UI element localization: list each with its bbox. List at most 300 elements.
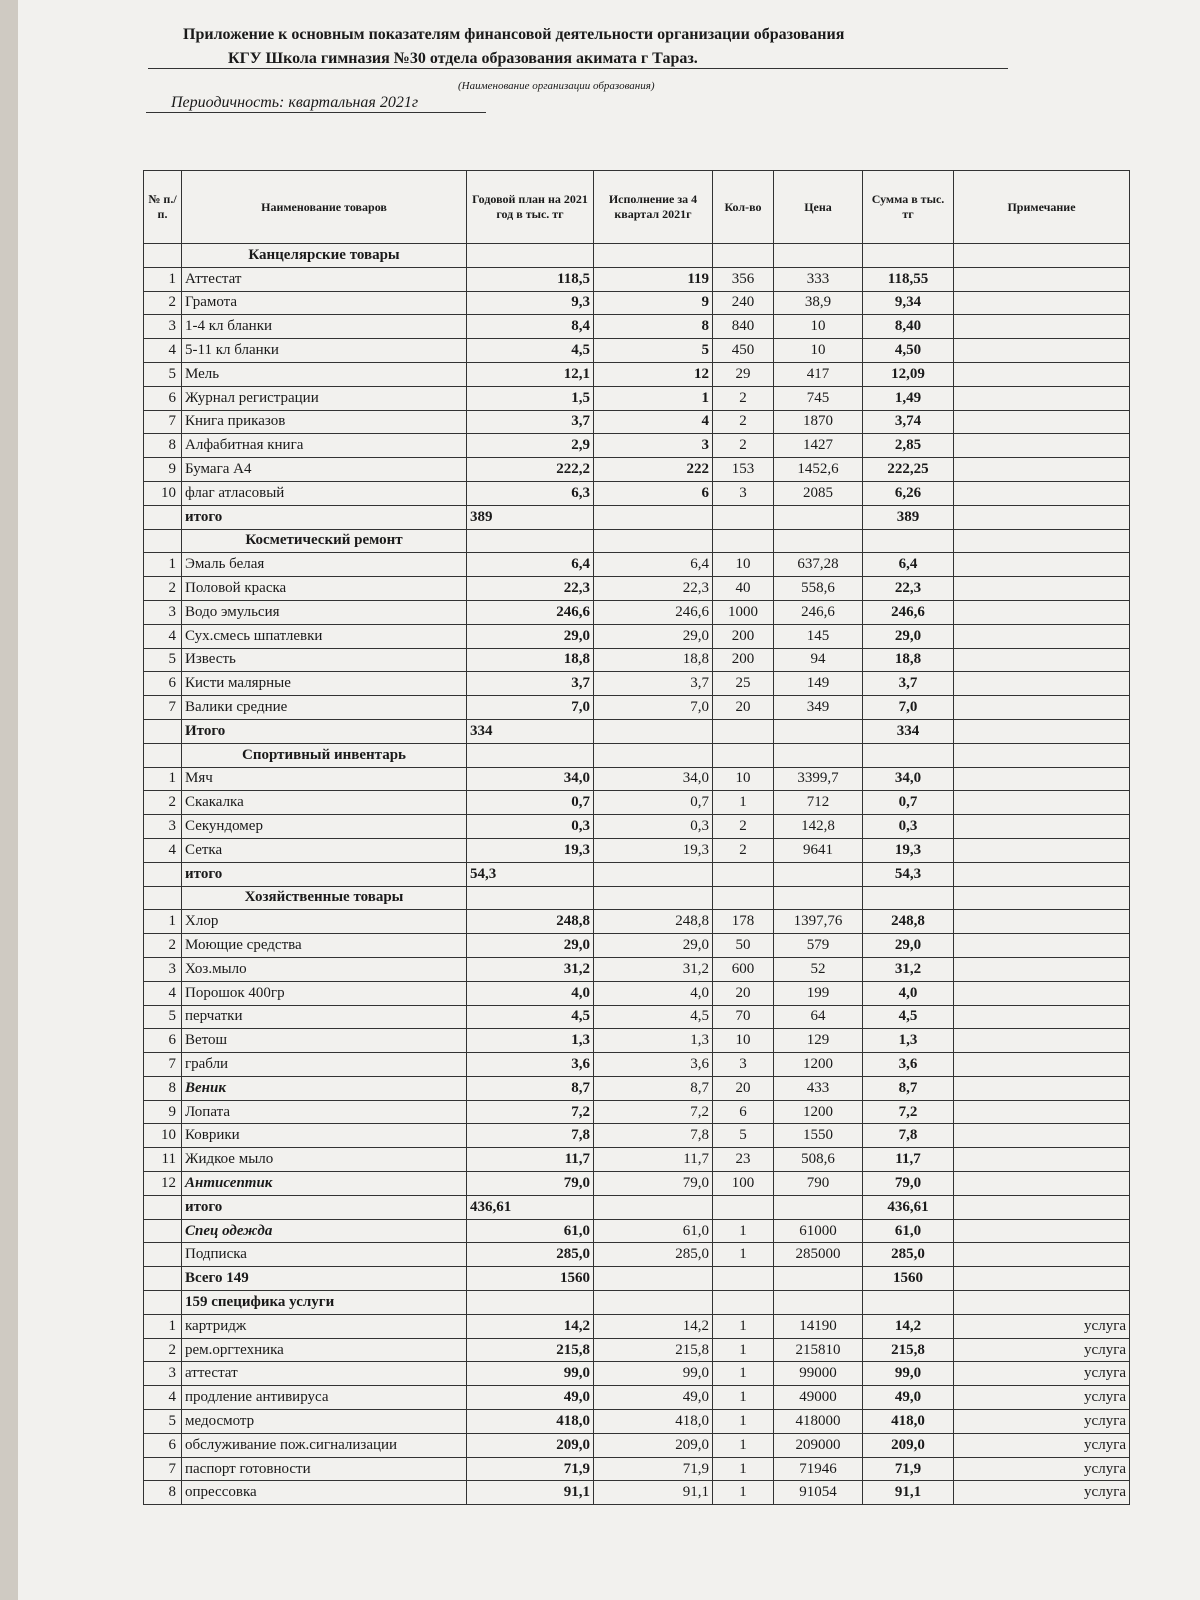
sum-value: 9,34: [863, 291, 954, 315]
exec-value: [594, 1267, 713, 1291]
exec-value: 34,0: [594, 767, 713, 791]
item-name: Лопата: [182, 1100, 467, 1124]
item-name: Подписка: [182, 1243, 467, 1267]
price-value: [774, 1267, 863, 1291]
total-plan: 389: [467, 505, 594, 529]
item-name: Антисептик: [182, 1172, 467, 1196]
quantity-value: 23: [713, 1148, 774, 1172]
exec-value: 0,7: [594, 791, 713, 815]
row-number: 7: [144, 410, 182, 434]
sum-value: 118,55: [863, 267, 954, 291]
price-value: 129: [774, 1029, 863, 1053]
total-sum: 436,61: [863, 1195, 954, 1219]
sum-value: 7,8: [863, 1124, 954, 1148]
row-number: 3: [144, 600, 182, 624]
row-number: 3: [144, 1362, 182, 1386]
item-name: обслуживание пож.сигнализации: [182, 1433, 467, 1457]
table-row: [144, 1029, 1130, 1053]
total-plan: 54,3: [467, 862, 594, 886]
row-number: 4: [144, 838, 182, 862]
price-value: 508,6: [774, 1148, 863, 1172]
row-number: 7: [144, 696, 182, 720]
exec-value: 12: [594, 362, 713, 386]
exec-value: 285,0: [594, 1243, 713, 1267]
plan-value: 1,5: [467, 386, 594, 410]
price-value: 10: [774, 339, 863, 363]
row-number: 2: [144, 1338, 182, 1362]
plan-value: 61,0: [467, 1219, 594, 1243]
table-row: [144, 1457, 1130, 1481]
note-value: [954, 815, 1130, 839]
quantity-value: 25: [713, 672, 774, 696]
note-value: [954, 410, 1130, 434]
empty-cell: [954, 862, 1130, 886]
exec-value: 8: [594, 315, 713, 339]
price-value: 14190: [774, 1314, 863, 1338]
quantity-value: 20: [713, 981, 774, 1005]
quantity-value: 1: [713, 1338, 774, 1362]
empty-cell: [954, 1195, 1130, 1219]
table-row: [144, 1124, 1130, 1148]
exec-value: 18,8: [594, 648, 713, 672]
quantity-value: 40: [713, 577, 774, 601]
exec-value: 6,4: [594, 553, 713, 577]
plan-value: 4,5: [467, 1005, 594, 1029]
empty-cell: [713, 1195, 774, 1219]
price-value: 712: [774, 791, 863, 815]
table-row: [144, 1481, 1130, 1505]
price-value: 1200: [774, 1053, 863, 1077]
sum-value: 71,9: [863, 1457, 954, 1481]
note-value: [954, 791, 1130, 815]
price-value: 790: [774, 1172, 863, 1196]
plan-value: 3,6: [467, 1053, 594, 1077]
item-name: Секундомер: [182, 815, 467, 839]
plan-value: 91,1: [467, 1481, 594, 1505]
total-label: Итого: [182, 719, 467, 743]
empty-cell: [467, 743, 594, 767]
empty-cell: [144, 862, 182, 886]
table-row: [144, 791, 1130, 815]
period-label: Периодичность: квартальная 2021г: [146, 94, 486, 113]
plan-value: 6,4: [467, 553, 594, 577]
quantity-value: 1: [713, 1243, 774, 1267]
col-header-note: Примечание: [954, 171, 1130, 244]
sum-value: 1560: [863, 1267, 954, 1291]
sum-value: 215,8: [863, 1338, 954, 1362]
table-row: [144, 267, 1130, 291]
table-row: [144, 838, 1130, 862]
row-number: 7: [144, 1457, 182, 1481]
item-name: Бумага А4: [182, 458, 467, 482]
plan-value: 246,6: [467, 600, 594, 624]
row-number: 11: [144, 1148, 182, 1172]
note-value: [954, 458, 1130, 482]
table-row: [144, 291, 1130, 315]
exec-value: 3,6: [594, 1053, 713, 1077]
sum-value: 4,50: [863, 339, 954, 363]
empty-cell: [954, 719, 1130, 743]
quantity-value: 50: [713, 934, 774, 958]
price-value: 215810: [774, 1338, 863, 1362]
sum-value: 4,5: [863, 1005, 954, 1029]
empty-cell: [144, 244, 182, 268]
plan-value: 0,7: [467, 791, 594, 815]
sum-value: 22,3: [863, 577, 954, 601]
services-header-row: [144, 1291, 1130, 1315]
exec-value: 418,0: [594, 1410, 713, 1434]
quantity-value: 1: [713, 1314, 774, 1338]
document-sheet: [18, 0, 1200, 1600]
row-number: 6: [144, 1433, 182, 1457]
price-value: 149: [774, 672, 863, 696]
note-value: [954, 1219, 1130, 1243]
section-title: Косметический ремонт: [182, 529, 467, 553]
note-value: [954, 624, 1130, 648]
sum-value: 248,8: [863, 910, 954, 934]
section-header-row: [144, 244, 1130, 268]
row-number: 3: [144, 815, 182, 839]
quantity-value: 240: [713, 291, 774, 315]
section-header-row: [144, 743, 1130, 767]
table-row: [144, 1053, 1130, 1077]
note-value: [954, 577, 1130, 601]
quantity-value: 10: [713, 767, 774, 791]
plan-value: 8,7: [467, 1076, 594, 1100]
sum-value: 418,0: [863, 1410, 954, 1434]
total-sum: 334: [863, 719, 954, 743]
plan-value: 29,0: [467, 624, 594, 648]
sum-value: 29,0: [863, 624, 954, 648]
quantity-value: 600: [713, 957, 774, 981]
empty-cell: [594, 719, 713, 743]
price-value: 209000: [774, 1433, 863, 1457]
item-name: Сух.смесь шпатлевки: [182, 624, 467, 648]
row-number: 6: [144, 672, 182, 696]
item-name: Половой краска: [182, 577, 467, 601]
quantity-value: 840: [713, 315, 774, 339]
note-value: услуга: [954, 1338, 1130, 1362]
table-row: [144, 553, 1130, 577]
table-row: [144, 577, 1130, 601]
empty-cell: [954, 244, 1130, 268]
note-value: [954, 1148, 1130, 1172]
col-header-exec: Исполнение за 4 квартал 2021г: [594, 171, 713, 244]
row-number: 10: [144, 1124, 182, 1148]
sum-value: 29,0: [863, 934, 954, 958]
table-row: [144, 315, 1130, 339]
plan-value: 49,0: [467, 1386, 594, 1410]
row-number: 5: [144, 648, 182, 672]
empty-cell: [713, 1291, 774, 1315]
note-value: [954, 1005, 1130, 1029]
table-row: [144, 1362, 1130, 1386]
note-value: [954, 957, 1130, 981]
item-name: Жидкое мыло: [182, 1148, 467, 1172]
empty-cell: [144, 1291, 182, 1315]
quantity-value: 153: [713, 458, 774, 482]
exec-value: 9: [594, 291, 713, 315]
empty-cell: [713, 719, 774, 743]
item-name: Водо эмульсия: [182, 600, 467, 624]
price-value: 333: [774, 267, 863, 291]
quantity-value: 10: [713, 553, 774, 577]
empty-cell: [863, 244, 954, 268]
price-value: 745: [774, 386, 863, 410]
price-value: 145: [774, 624, 863, 648]
note-value: [954, 981, 1130, 1005]
quantity-value: 1: [713, 791, 774, 815]
exec-value: 7,8: [594, 1124, 713, 1148]
note-value: [954, 362, 1130, 386]
note-value: [954, 1124, 1130, 1148]
col-header-sum: Сумма в тыс. тг: [863, 171, 954, 244]
row-number: [144, 1243, 182, 1267]
exec-value: 222: [594, 458, 713, 482]
empty-cell: [594, 1291, 713, 1315]
row-number: 8: [144, 1481, 182, 1505]
row-number: 2: [144, 577, 182, 601]
sum-value: 61,0: [863, 1219, 954, 1243]
plan-value: 8,4: [467, 315, 594, 339]
note-value: [954, 934, 1130, 958]
plan-value: 19,3: [467, 838, 594, 862]
quantity-value: 2: [713, 815, 774, 839]
note-value: услуга: [954, 1410, 1130, 1434]
item-name: опрессовка: [182, 1481, 467, 1505]
table-row: [144, 434, 1130, 458]
plan-value: 215,8: [467, 1338, 594, 1362]
table-row: [144, 1267, 1130, 1291]
plan-value: 0,3: [467, 815, 594, 839]
empty-cell: [467, 1291, 594, 1315]
empty-cell: [863, 529, 954, 553]
quantity-value: 178: [713, 910, 774, 934]
quantity-value: 1: [713, 1433, 774, 1457]
quantity-value: 3: [713, 481, 774, 505]
row-number: 1: [144, 553, 182, 577]
price-value: 2085: [774, 481, 863, 505]
empty-cell: [774, 743, 863, 767]
section-title: Спортивный инвентарь: [182, 743, 467, 767]
price-value: 558,6: [774, 577, 863, 601]
price-value: 579: [774, 934, 863, 958]
exec-value: 14,2: [594, 1314, 713, 1338]
sum-value: 6,4: [863, 553, 954, 577]
row-number: 1: [144, 267, 182, 291]
col-header-no: № п./п.: [144, 171, 182, 244]
item-name: Алфабитная книга: [182, 434, 467, 458]
exec-value: 1: [594, 386, 713, 410]
row-number: 8: [144, 1076, 182, 1100]
price-value: 417: [774, 362, 863, 386]
quantity-value: 20: [713, 696, 774, 720]
item-name: Хоз.мыло: [182, 957, 467, 981]
exec-value: 99,0: [594, 1362, 713, 1386]
note-value: [954, 1243, 1130, 1267]
total-label: итого: [182, 505, 467, 529]
price-value: 3399,7: [774, 767, 863, 791]
sum-value: 4,0: [863, 981, 954, 1005]
price-value: 61000: [774, 1219, 863, 1243]
plan-value: 7,8: [467, 1124, 594, 1148]
item-name: Хлор: [182, 910, 467, 934]
empty-cell: [713, 886, 774, 910]
plan-value: 22,3: [467, 577, 594, 601]
sum-value: 19,3: [863, 838, 954, 862]
sum-value: 7,0: [863, 696, 954, 720]
exec-value: 8,7: [594, 1076, 713, 1100]
row-number: 9: [144, 1100, 182, 1124]
item-name: Сетка: [182, 838, 467, 862]
row-number: 6: [144, 1029, 182, 1053]
row-number: 1: [144, 767, 182, 791]
quantity-value: 1000: [713, 600, 774, 624]
col-header-qty: Кол-во: [713, 171, 774, 244]
empty-cell: [713, 505, 774, 529]
sum-value: 79,0: [863, 1172, 954, 1196]
plan-value: 248,8: [467, 910, 594, 934]
quantity-value: 2: [713, 434, 774, 458]
price-value: 349: [774, 696, 863, 720]
table-row: [144, 1314, 1130, 1338]
plan-value: 71,9: [467, 1457, 594, 1481]
empty-cell: [774, 719, 863, 743]
organization-caption: (Наименование организации образования): [458, 80, 655, 92]
table-row: [144, 981, 1130, 1005]
sum-value: 18,8: [863, 648, 954, 672]
plan-value: 11,7: [467, 1148, 594, 1172]
exec-value: 29,0: [594, 934, 713, 958]
empty-cell: [467, 244, 594, 268]
item-name: грабли: [182, 1053, 467, 1077]
empty-cell: [863, 886, 954, 910]
table-row: [144, 934, 1130, 958]
note-value: [954, 1029, 1130, 1053]
exec-value: 31,2: [594, 957, 713, 981]
item-name: Мяч: [182, 767, 467, 791]
exec-value: 7,2: [594, 1100, 713, 1124]
exec-value: 4,0: [594, 981, 713, 1005]
note-value: [954, 1076, 1130, 1100]
row-number: 4: [144, 981, 182, 1005]
empty-cell: [774, 505, 863, 529]
exec-value: 4: [594, 410, 713, 434]
plan-value: 99,0: [467, 1362, 594, 1386]
row-number: 6: [144, 386, 182, 410]
price-value: 1397,76: [774, 910, 863, 934]
plan-value: 7,2: [467, 1100, 594, 1124]
price-value: 433: [774, 1076, 863, 1100]
price-value: 64: [774, 1005, 863, 1029]
table-row: [144, 624, 1130, 648]
total-label: итого: [182, 1195, 467, 1219]
note-value: [954, 767, 1130, 791]
quantity-value: 1: [713, 1386, 774, 1410]
services-title: 159 специфика услуги: [182, 1291, 467, 1315]
plan-value: 118,5: [467, 267, 594, 291]
exec-value: 19,3: [594, 838, 713, 862]
note-value: услуга: [954, 1481, 1130, 1505]
empty-cell: [774, 886, 863, 910]
item-name: медосмотр: [182, 1410, 467, 1434]
plan-value: 9,3: [467, 291, 594, 315]
total-row: [144, 505, 1130, 529]
note-value: [954, 481, 1130, 505]
empty-cell: [144, 743, 182, 767]
item-name: Мель: [182, 362, 467, 386]
exec-value: 246,6: [594, 600, 713, 624]
table-body: [144, 244, 1130, 1505]
empty-cell: [594, 505, 713, 529]
note-value: [954, 838, 1130, 862]
exec-value: 79,0: [594, 1172, 713, 1196]
item-name: продление антивируса: [182, 1386, 467, 1410]
quantity-value: 1: [713, 1481, 774, 1505]
empty-cell: [774, 862, 863, 886]
plan-value: 29,0: [467, 934, 594, 958]
total-row: [144, 1195, 1130, 1219]
item-name: Моющие средства: [182, 934, 467, 958]
empty-cell: [774, 529, 863, 553]
empty-cell: [954, 505, 1130, 529]
total-sum: 389: [863, 505, 954, 529]
table-row: [144, 1076, 1130, 1100]
note-value: [954, 696, 1130, 720]
exec-value: 215,8: [594, 1338, 713, 1362]
empty-cell: [144, 505, 182, 529]
table-row: [144, 481, 1130, 505]
empty-cell: [144, 1195, 182, 1219]
sum-value: 8,7: [863, 1076, 954, 1100]
sum-value: 246,6: [863, 600, 954, 624]
empty-cell: [144, 886, 182, 910]
note-value: [954, 386, 1130, 410]
sum-value: 3,74: [863, 410, 954, 434]
row-number: 4: [144, 624, 182, 648]
sum-value: 3,7: [863, 672, 954, 696]
price-value: 1427: [774, 434, 863, 458]
price-value: 49000: [774, 1386, 863, 1410]
item-name: флаг атласовый: [182, 481, 467, 505]
row-number: 10: [144, 481, 182, 505]
item-name: Грамота: [182, 291, 467, 315]
item-name: Валики средние: [182, 696, 467, 720]
note-value: услуга: [954, 1362, 1130, 1386]
plan-value: 2,9: [467, 434, 594, 458]
exec-value: 6: [594, 481, 713, 505]
col-header-price: Цена: [774, 171, 863, 244]
quantity-value: 100: [713, 1172, 774, 1196]
empty-cell: [954, 1291, 1130, 1315]
plan-value: 79,0: [467, 1172, 594, 1196]
plan-value: 12,1: [467, 362, 594, 386]
item-name: Коврики: [182, 1124, 467, 1148]
item-name: картридж: [182, 1314, 467, 1338]
plan-value: 6,3: [467, 481, 594, 505]
table-row: [144, 600, 1130, 624]
exec-value: 22,3: [594, 577, 713, 601]
price-value: 9641: [774, 838, 863, 862]
goods-table: [143, 170, 1130, 1505]
table-row: [144, 1433, 1130, 1457]
row-number: 8: [144, 434, 182, 458]
section-title: Канцелярские товары: [182, 244, 467, 268]
plan-value: 1,3: [467, 1029, 594, 1053]
quantity-value: 6: [713, 1100, 774, 1124]
empty-cell: [863, 1291, 954, 1315]
sum-value: 49,0: [863, 1386, 954, 1410]
